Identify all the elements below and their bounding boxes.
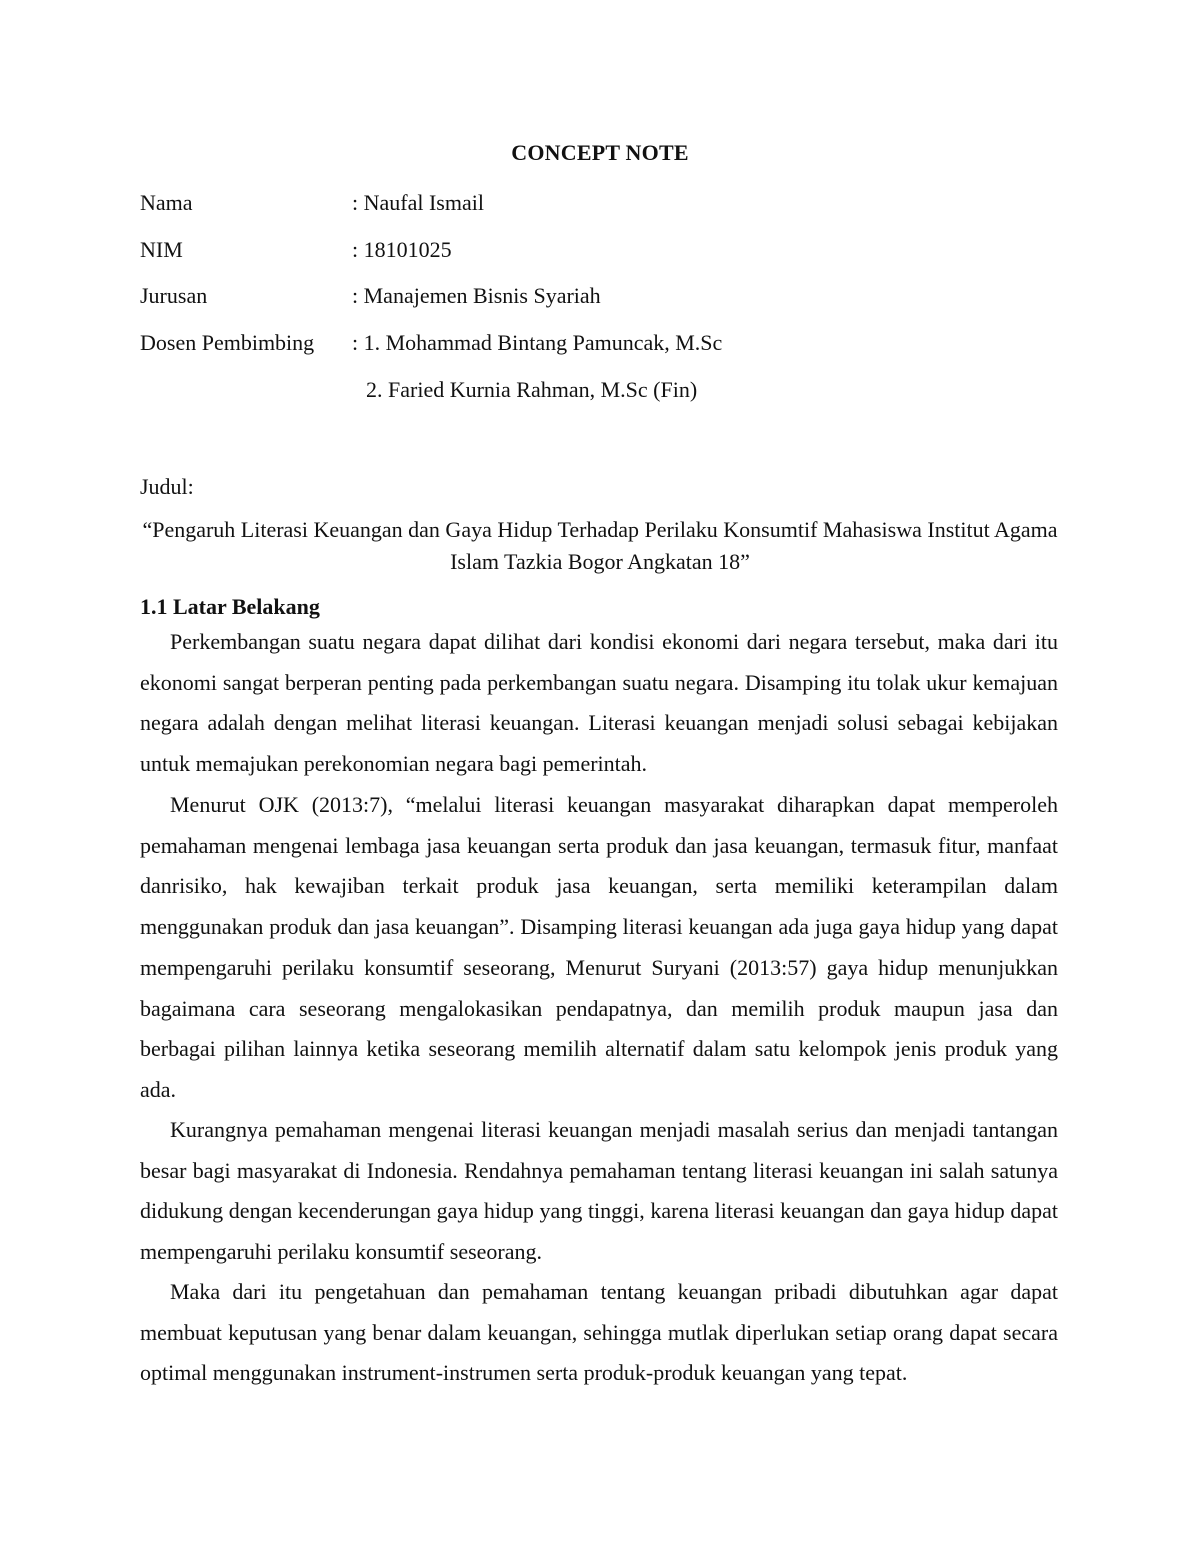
jurusan-label: Jurusan [140,283,208,308]
paragraph: Menurut OJK (2013:7), “melalui literasi keuangan masyarakat diharapkan dapat memperoleh pemahaman mengenai lembaga jasa keuangan serta produk dan jasa keuangan, termasuk fitur, manfaat danrisiko, hak kewajiban terkait produk jasa keuangan, serta memiliki keterampilan dalam menggunakan produk dan jasa keuangan”. Disamping literasi keuangan ada juga gaya hidup yang dapat mempengaruhi perilaku konsumtif seseorang, Menurut Suryani (2013:57) gaya hidup menunjukkan bagaimana cara seseorang mengalokasikan pendapatnya, dan memilih produk maupun jasa dan berbagai pilihan lainnya ketika seseorang memilih alternatif dalam satu kelompok jenis produk yang ada. [140,792,1058,1102]
nama-label: Nama [140,190,193,215]
dosen-value-2: 2. Faried Kurnia Rahman, M.Sc (Fin) [366,377,698,402]
paragraph: Maka dari itu pengetahuan dan pemahaman tentang keuangan pribadi dibutuhkan agar dapat membuat keputusan yang benar dalam keuangan, sehingga mutlak diperlukan setiap orang dapat secara optimal menggunakan instrument-instrumen serta produk-produk keuangan yang tepat. [140,1279,1058,1386]
paragraph: Perkembangan suatu negara dapat dilihat dari kondisi ekonomi dari negara tersebut, maka dari itu ekonomi sangat berperan penting pada perkembangan suatu negara. Disamping itu tolak ukur kemajuan negara adalah dengan melihat literasi keuangan. Literasi keuangan menjadi solusi sebagai kebijakan untuk memajukan perekonomian negara bagi pemerintah. [140,629,1058,777]
judul-text: “Pengaruh Literasi Keuangan dan Gaya Hidup Terhadap Perilaku Konsumtif Mahasiswa Institut Agama Islam Tazkia Bogor Angkatan 18” [142,517,1058,574]
dosen-label: Dosen Pembimbing [140,330,315,355]
nim-value: : 18101025 [352,237,452,262]
nim-label: NIM [140,237,183,262]
document-title: CONCEPT NOTE [511,140,689,165]
paragraph: Kurangnya pemahaman mengenai literasi keuangan menjadi masalah serius dan menjadi tantangan besar bagi masyarakat di Indonesia. Rendahnya pemahaman tentang literasi keuangan ini salah satunya didukung dengan kecenderungan gaya hidup yang tinggi, karena literasi keuangan dan gaya hidup dapat mempengaruhi perilaku konsumtif seseorang. [140,1117,1058,1265]
dosen-value-1: : 1. Mohammad Bintang Pamuncak, M.Sc [352,330,723,355]
judul-label: Judul: [140,474,194,499]
jurusan-value: : Manajemen Bisnis Syariah [352,283,601,308]
section-heading: 1.1 Latar Belakang [140,594,320,619]
nama-value: : Naufal Ismail [352,190,484,215]
